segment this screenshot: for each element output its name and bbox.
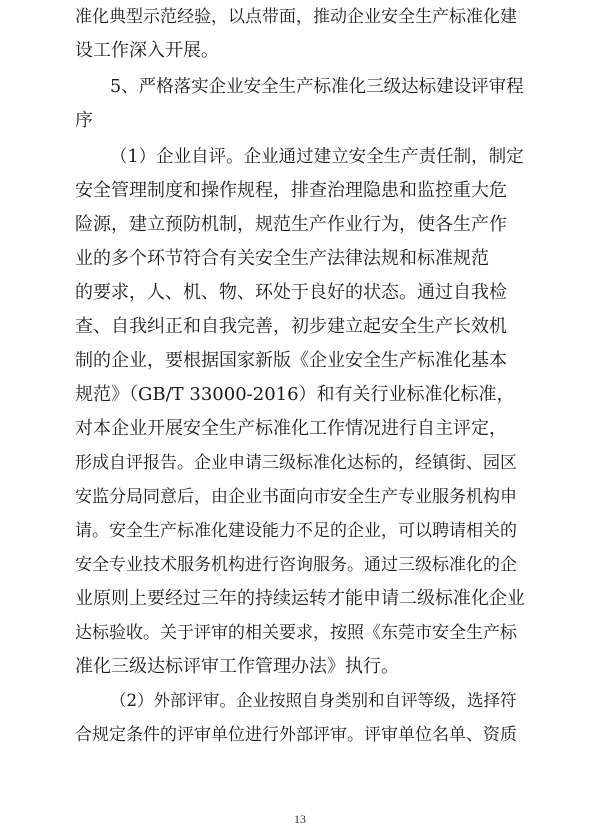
text-line: 设工作深入开展。 xyxy=(75,40,219,61)
text-line: 险源，建立预防机制，规范生产作业行为，使各生产作 xyxy=(75,214,507,235)
section-heading-line: 序 xyxy=(75,110,93,131)
text-line: 的要求，人、机、物、环处于良好的状态。通过自我检 xyxy=(75,282,507,303)
text-line: 业原则上要经过三年的持续运转才能申请二级标准化企业 xyxy=(75,588,525,609)
text-line: 请。安全生产标准化建设能力不足的企业，可以聘请相关的 xyxy=(75,521,517,541)
text-line: （2）外部评审。企业按照自身类别和自评等级，选择符 xyxy=(110,691,517,710)
text-line: 制的企业，要根据国家新版《企业安全生产标准化基本 xyxy=(75,350,507,371)
page-number: 13 xyxy=(294,812,306,826)
text-line: （1）企业自评。企业通过建立安全生产责任制，制定 xyxy=(110,147,524,167)
text-line: 对本企业开展安全生产标准化工作情况进行自主评定， xyxy=(75,418,507,439)
text-line: 查、自我纠正和自我完善，初步建立起安全生产长效机 xyxy=(75,316,507,337)
text-line: 准化三级达标评审工作管理办法》执行。 xyxy=(75,656,399,677)
text-line: 业的多个环节符合有关安全生产法律法规和标准规范 xyxy=(75,248,489,269)
text-line: 达标验收。关于评审的相关要求，按照《东莞市安全生产标 xyxy=(75,623,517,643)
text-line: 合规定条件的评审单位进行外部评审。评审单位名单、资质 xyxy=(75,725,517,745)
text-line: 形成自评报告。企业申请三级标准化达标的，经镇街、园区 xyxy=(75,453,517,473)
text-line: 安全专业技术服务机构进行咨询服务。通过三级标准化的企 xyxy=(75,555,517,575)
text-line: 安监分局同意后，由企业书面向市安全生产专业服务机构申 xyxy=(75,487,517,507)
text-line: 安全管理制度和操作规程，排查治理隐患和监控重大危 xyxy=(75,180,507,201)
text-line: 准化典型示范经验，以点带面，推动企业安全生产标准化建 xyxy=(75,7,517,27)
section-heading-line: 5、严格落实企业安全生产标准化三级达标建设评审程 xyxy=(110,77,524,97)
text-line: 规范》（GB/T 33000-2016）和有关行业标准化标准， xyxy=(75,384,515,405)
